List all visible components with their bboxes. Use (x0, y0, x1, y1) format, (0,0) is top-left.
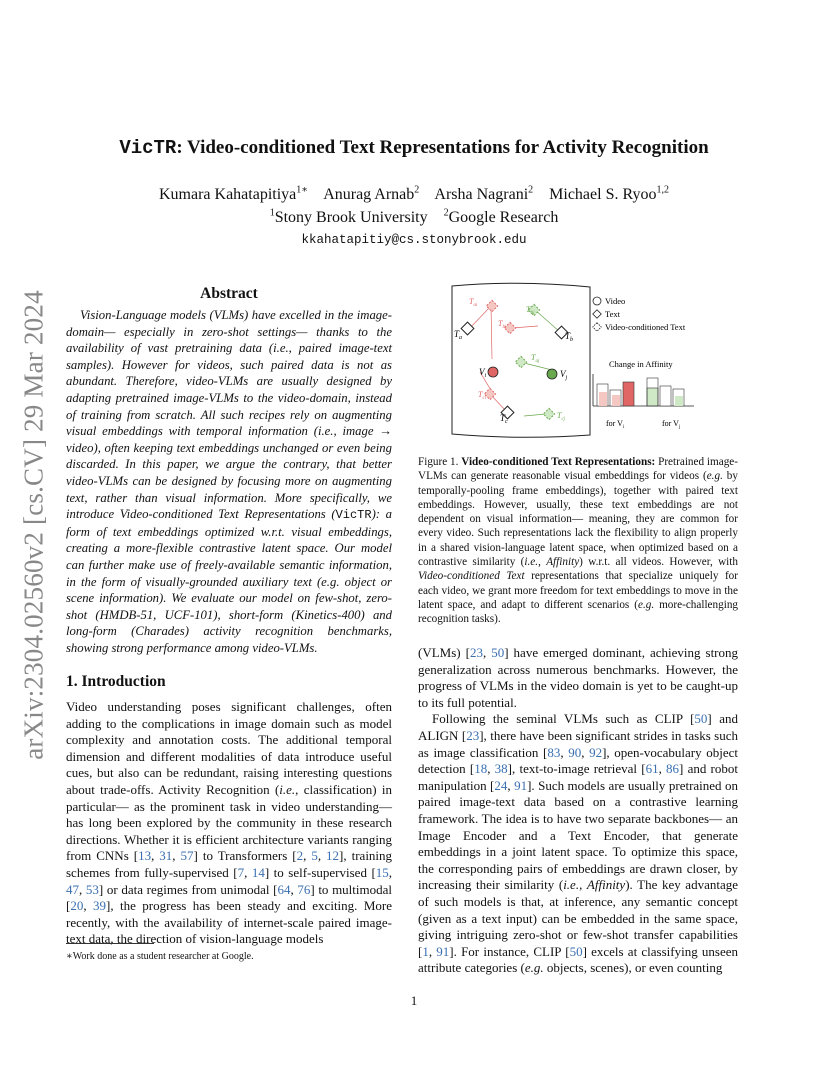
footnote-rule (66, 943, 154, 944)
footnote: ∗Work done as a student researcher at Google. (66, 951, 254, 962)
text-run: , (579, 877, 587, 893)
text-run: ], training schemes from fully-supervised [ (66, 848, 393, 880)
figure-legend (593, 296, 686, 369)
text-run: , (317, 848, 327, 864)
text-run: Following the seminal VLMs such as CLIP [ (432, 711, 695, 727)
paper-title (0, 137, 828, 159)
affinity-bars (593, 374, 694, 406)
figure-1 (450, 282, 710, 442)
text-run: ]. For instance, CLIP [ (449, 943, 570, 959)
affil-sup: 1 (269, 207, 275, 219)
citation-link[interactable]: 23 (466, 727, 480, 743)
author-list (0, 186, 828, 204)
text-run: , (244, 864, 252, 880)
text-run: , (482, 645, 492, 660)
citation-link[interactable]: 24 (494, 777, 508, 793)
citation-link[interactable]: 7 (237, 864, 245, 880)
label-tbi: $T_{bi}$ (498, 319, 507, 330)
text-run: ] and ALIGN [ (418, 711, 738, 743)
text-run: Video understanding poses significant challenges, often adding to the complications in image domain such as model complexity and annotation costs. The additional temporal dimension and different modalities of data introduce useful cues, but also can be redundant, raising interesting questions about trade-offs. Activity Recognition ( (66, 699, 392, 797)
affil-name: Stony Brook University (274, 209, 428, 226)
citation-link[interactable]: 15 (375, 864, 389, 880)
text-run: e.g. (637, 598, 655, 611)
text-run: ] and robot manipulation [ (418, 761, 739, 793)
citation-link[interactable]: 90 (568, 744, 582, 760)
citation-link[interactable]: 47 (66, 881, 79, 897)
intro-paragraph (66, 699, 392, 948)
text-run: ] to self-supervised [ (264, 864, 376, 880)
label-tbj: $T_{bj}$ (526, 305, 535, 316)
video-embedding-i (488, 367, 498, 377)
citation-link[interactable]: 91 (436, 943, 450, 959)
text-run: ] have emerged dominant, achieving strong generalization across numerous benchmarks. However, the progress of VLMs in the video domain is yet to be caught-up to its full potential. (418, 645, 739, 710)
label-tc: $T_c$ (500, 413, 508, 425)
citation-link[interactable]: 50 (569, 943, 583, 959)
text-run: i.e. (563, 877, 580, 893)
author-sup: 1,2 (656, 184, 670, 196)
text-run: Affinity (586, 877, 626, 893)
page-number: 1 (410, 993, 418, 1008)
author-name: Michael S. Ryoo (549, 186, 657, 203)
text-run: objects, scenes), or even counting (543, 960, 723, 976)
text-run: by temporally-pooling frame embeddings), together with paired text embeddings. However, usually, these text embeddings are not dependent on visual information— meaning, they are common for every video. Such representations lack the flexibility to align properly in a shared vision-language latent space, when optimized based on a contrastive similarity ( (418, 470, 738, 569)
author-name: Kumara Kahatapitiya (158, 186, 297, 203)
text-run: , (538, 556, 547, 569)
text-run: ] to multimodal [ (66, 881, 393, 914)
abstract-text: ): a form of text embeddings optimized w.r.t. visual embeddings, creating a more-flexible contrastive latent space. Our model can further make use of freely-available semantic information, in the form of visually-grounded auxiliary text (e.g. object or scene information). We evaluate our model on few-shot, zero-shot (HMDB-51, UCF-101), short-form (Kinetics-400) and long-form (Charades) activity recognition benchmarks, showing strong performance among video-VLMs. (66, 507, 392, 655)
text-run: , (581, 744, 590, 760)
legend-vctext: Video-conditioned Text (605, 322, 686, 332)
legend-text: Text (605, 309, 620, 319)
abstract-heading: Abstract (200, 285, 258, 302)
text-run: e.g. (706, 470, 723, 483)
legend-text-icon (593, 310, 601, 318)
citation-link[interactable]: 20 (70, 898, 84, 914)
citation-link[interactable]: 64 (277, 881, 291, 897)
citation-link[interactable]: 76 (297, 881, 311, 897)
text-run: , (388, 864, 393, 880)
citation-link[interactable]: 12 (326, 848, 340, 864)
right-column-body (418, 645, 738, 977)
group-label-j: for $V_j$ (662, 419, 681, 430)
citation-link[interactable]: 23 (469, 645, 483, 660)
label-taj: $T_{aj}$ (531, 353, 540, 364)
body-paragraph (418, 711, 738, 977)
citation-link[interactable]: 57 (180, 848, 194, 864)
label-tci: $T_{ci}$ (478, 390, 487, 401)
citation-link[interactable]: 53 (85, 881, 99, 897)
label-vj: $V_j$ (560, 369, 568, 381)
caption-title: Video-conditioned Text Representations: (461, 456, 656, 468)
text-run: ], text-to-image retrieval [ (507, 761, 646, 777)
text-run: ) w.r.t. all videos. However, with (579, 556, 738, 569)
title-rest: : Video-conditioned Text Representations for Activity Recognition (176, 137, 709, 158)
citation-link[interactable]: 83 (547, 744, 561, 760)
text-run: i.e. (279, 781, 296, 797)
label-tb: $T_b$ (565, 331, 574, 343)
text-run: Affinity (546, 556, 580, 569)
citation-link[interactable]: 61 (645, 761, 659, 777)
title-method-name: VicTR (119, 137, 177, 159)
author-name: Arsha Nagrani (434, 186, 529, 203)
citation-link[interactable]: 14 (251, 864, 265, 880)
text-run: , (658, 761, 667, 777)
figure-diagram (450, 282, 710, 442)
text-run: , (303, 848, 312, 864)
text-run: representations that specialize uniquely for each video, we grant more freedom for text embeddings to move in the latent space, and adapt to different scenarios ( (418, 570, 739, 611)
citation-link[interactable]: 5 (311, 848, 318, 864)
citation-link[interactable]: 38 (494, 761, 508, 777)
text-run: ], the progress has been steady and exciting. More recently, with the availability of internet-scale paired image-text data, the direction of vision-language models (66, 898, 392, 947)
video-embedding-j (547, 369, 557, 379)
citation-link[interactable]: 2 (296, 848, 304, 864)
figure-1-caption (418, 455, 738, 627)
citation-link[interactable]: 92 (589, 744, 603, 760)
author-sup: 2 (414, 184, 420, 196)
legend-vctext-icon (593, 323, 601, 331)
citation-link[interactable]: 18 (474, 761, 488, 777)
caption-label: Figure 1. (418, 456, 462, 468)
citation-link[interactable]: 1 (422, 943, 429, 959)
legend-video: Video (605, 296, 626, 306)
text-run: ] or data regimes from unimodal [ (98, 881, 278, 897)
group-label-i: for $V_i$ (606, 419, 625, 430)
label-vi: $V_i$ (479, 367, 487, 379)
author-email: kkahatapitiy@cs.stonybrook.edu (301, 233, 527, 247)
text-run: ). The key advantage of such models is that, at inference, any semantic concept (given as a text input) can be embedded in the same space, giving intriguing zero-shot or few-shot transfer capabilities [ (418, 877, 738, 959)
affiliations (0, 209, 828, 227)
caption-text (418, 456, 738, 625)
text-run: ], open-vocabulary object detection [ (418, 744, 739, 777)
text-run: Video-conditioned Text (418, 570, 525, 583)
text-run: ] to Transformers [ (193, 848, 297, 864)
citation-link[interactable]: 31 (159, 848, 173, 864)
citation-link[interactable]: 50 (491, 645, 505, 660)
text-run: ], there have been significant strides in tasks such as image classification [ (418, 727, 739, 760)
affinity-title: Change in Affinity (609, 359, 673, 369)
text-run: , (151, 848, 160, 864)
text-run: e.g. (524, 960, 544, 976)
text-run: , classification) in particular— as the prominent task in video understanding— has long been explored by the community in these research directions. Whether it is efficient architecture variants ranging from CNNs [ (66, 781, 392, 864)
citation-link[interactable]: 39 (93, 898, 107, 914)
abstract-body (66, 307, 392, 656)
text-run: , (560, 744, 569, 760)
citation-link[interactable]: 86 (666, 761, 680, 777)
arxiv-watermark: arXiv:2304.02560v2 [cs.CV] 29 Mar 2024 (18, 290, 49, 760)
text-run: , (487, 761, 495, 777)
introduction-body (66, 699, 392, 948)
author-name: Anurag Arnab (323, 186, 415, 203)
text-run: more-challenging recognition tasks). (418, 598, 739, 626)
legend-video-icon (593, 297, 601, 305)
author-sup: 2 (528, 184, 534, 196)
affil-name: Google Research (448, 209, 559, 226)
text-run: , (507, 777, 515, 793)
citation-link[interactable]: 91 (514, 777, 528, 793)
text-run: , (172, 848, 181, 864)
text-run: , (79, 881, 86, 897)
affinity-group-labels (606, 419, 680, 430)
text-run: , (83, 898, 94, 914)
label-tcj: $T_{cj}$ (557, 411, 566, 422)
label-tai: $T_{ai}$ (469, 297, 478, 308)
body-paragraph (418, 645, 738, 711)
citation-link[interactable]: 13 (138, 848, 152, 864)
text-run: Pretrained image-VLMs can generate reasonable visual embeddings for videos ( (418, 456, 738, 483)
text-run: , (290, 881, 298, 897)
text-run: (VLMs) [ (418, 645, 470, 660)
affil-sup: 2 (443, 207, 449, 219)
label-ta: $T_a$ (454, 329, 463, 341)
abstract-text: Vision-Language models (VLMs) have excelled in the image-domain— especially in zero-shot settings— thanks to the availability of vast pretraining data (i.e., paired image-text samples). However for videos, such paired data is not as abundant. Therefore, video-VLMs are usually designed by adapting pretrained image-VLMs to the video-domain, instead of training from scratch. All such recipes rely on augmenting visual embeddings with temporal information (i.e., image → video), often keeping text embeddings unchanged or even being discarded. In this paper, we argue the contrary, that better video-VLMs can be designed by focusing more on augmenting text, rather than visual information. More specifically, we introduce Video-conditioned Text Representations ( (66, 308, 392, 522)
citation-link[interactable]: 50 (694, 711, 708, 727)
text-run: , (428, 943, 437, 959)
text-run: ] excels at classifying unseen attribute categories ( (418, 943, 738, 976)
text-run: ]. Such models are usually pretrained on paired image-text data based on a contrastive learning framework. The idea is to have two separate backbones— an Image Encoder and a Text Encoder, that generate embeddings in a joint latent space. To optimize this space, the corresponding pairs of embeddings are drawn closer, by increasing their similarity ( (418, 777, 738, 893)
section-heading-introduction: 1. Introduction (66, 673, 166, 690)
author-sup: 1∗ (296, 184, 309, 196)
text-run: i.e. (524, 556, 539, 569)
abstract-method-name: VicTR (335, 508, 372, 523)
